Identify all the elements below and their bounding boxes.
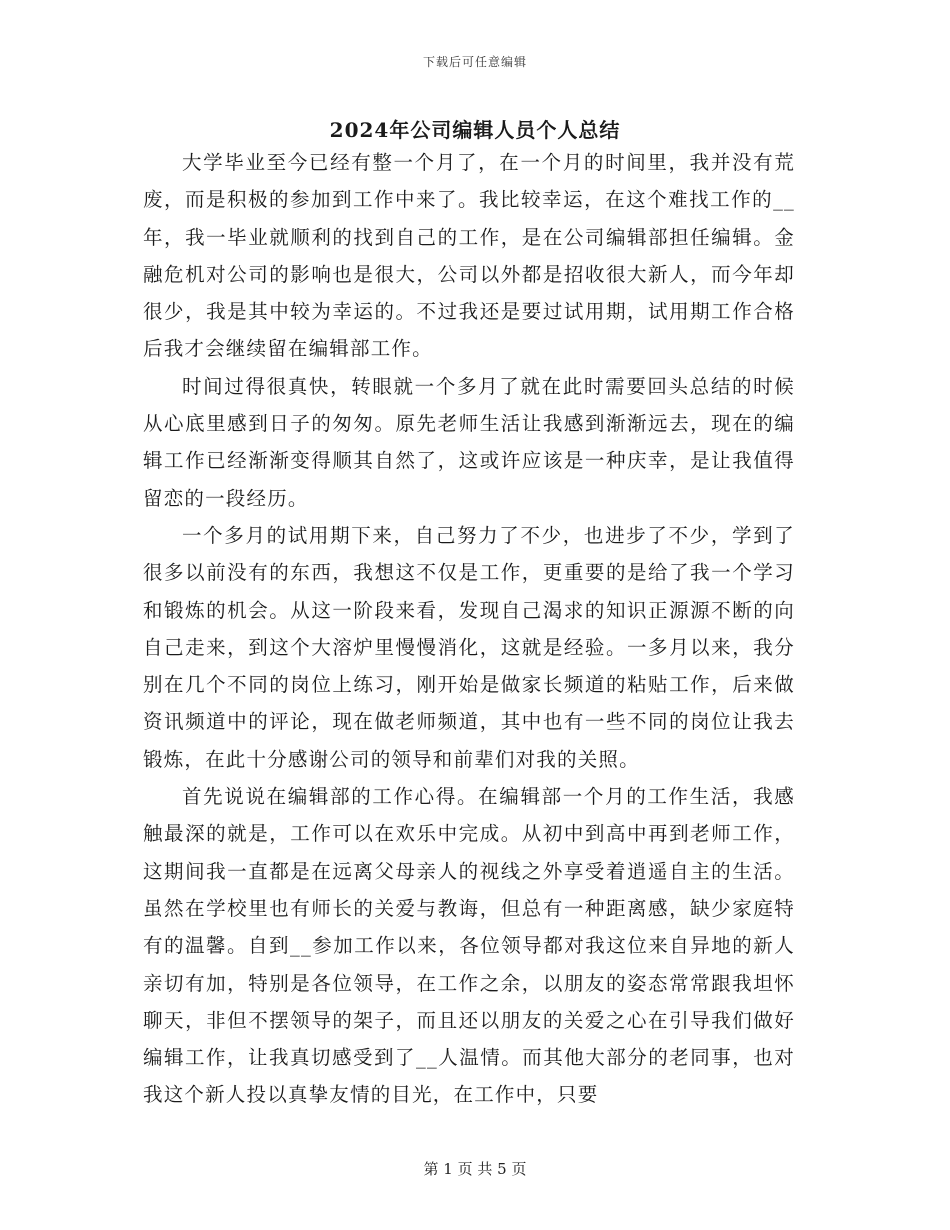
paragraph-3: 一个多月的试用期下来，自己努力了不少，也进步了不少，学到了很多以前没有的东西，我想这不仅是工作，更重要的是给了我一个学习和锻炼的机会。从这一阶段来看，发现自己渴求的知识正源源不断的向自己走来，到这个大溶炉里慢慢消化，这就是经验。一多月以来，我分别在几个不同的岗位上练习，刚开始是做家长频道的粘贴工作，后来做资讯频道中的评论，现在做老师频道，其中也有一些不同的岗位让我去锻炼，在此十分感谢公司的领导和前辈们对我的关照。: [143, 523, 795, 771]
page-header-note: 下载后可任意编辑: [422, 55, 527, 69]
page-number-footer: 第 1 页 共 5 页: [423, 1160, 527, 1178]
document-title: 2024年公司编辑人员个人总结: [329, 118, 621, 142]
paragraph-2: 时间过得很真快，转眼就一个多月了就在此时需要回头总结的时候从心底里感到日子的匆匆。原先老师生活让我感到渐渐远去，现在的编辑工作已经渐渐变得顺其自然了，这或许应该是一种庆幸，是让我值得留恋的一段经历。: [143, 374, 795, 510]
paragraph-4: 首先说说在编辑部的工作心得。在编辑部一个月的工作生活，我感触最深的就是，工作可以在欢乐中完成。从初中到高中再到老师工作，这期间我一直都是在远离父母亲人的视线之外享受着逍遥自主的生活。虽然在学校里也有师长的关爱与教诲，但总有一种距离感，缺少家庭特有的温馨。自到__参加工作以来，各位领导都对我这位来自异地的新人亲切有加，特别是各位领导，在工作之余，以朋友的姿态常常跟我坦怀聊天，非但不摆领导的架子，而且还以朋友的关爱之心在引导我们做好编辑工作，让我真切感受到了__人温情。而其他大部分的老同事，也对我这个新人投以真挚友情的目光，在工作中，只要: [143, 785, 795, 1107]
document-body: [143, 144, 795, 1114]
paragraph-1: 大学毕业至今已经有整一个月了，在一个月的时间里，我并没有荒废，而是积极的参加到工作中来了。我比较幸运，在这个难找工作的__年，我一毕业就顺利的找到自己的工作，是在公司编辑部担任编辑。金融危机对公司的影响也是很大，公司以外都是招收很大新人，而今年却很少，我是其中较为幸运的。不过我还是要过试用期，试用期工作合格后我才会继续留在编辑部工作。: [143, 151, 795, 361]
